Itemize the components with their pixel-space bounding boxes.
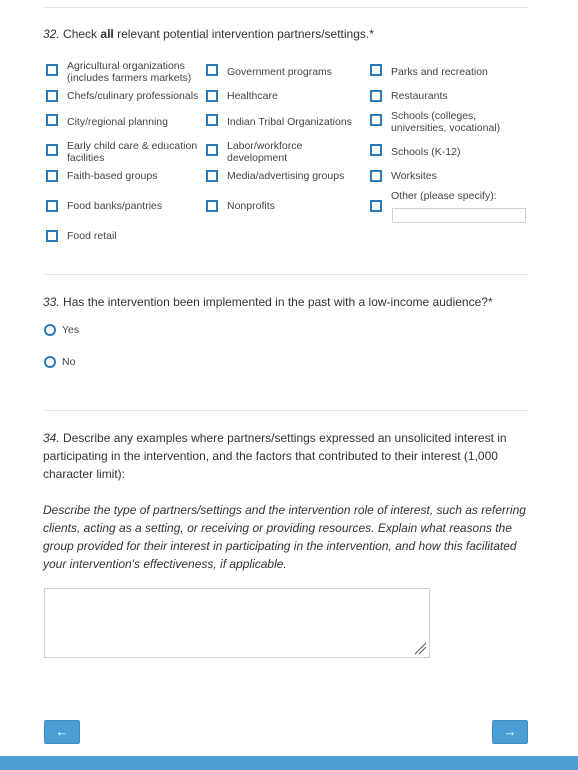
radio-no[interactable]	[44, 356, 56, 368]
label-worksites: Worksites	[391, 170, 437, 182]
checkbox-parks-recreation[interactable]	[370, 64, 382, 76]
question-32-text-before: Check	[63, 27, 101, 41]
radio-yes[interactable]	[44, 324, 56, 336]
label-agricultural-organizations: Agricultural organizations (includes farmers markets)	[67, 60, 192, 84]
checkbox-other[interactable]	[370, 200, 382, 212]
checkbox-schools-colleges[interactable]	[370, 114, 382, 126]
checkbox-schools-k12[interactable]	[370, 144, 382, 156]
checkbox-media-advertising[interactable]	[206, 170, 218, 182]
label-schools-k12: Schools (K-12)	[391, 146, 461, 158]
checkbox-chefs-culinary[interactable]	[46, 90, 58, 102]
label-yes: Yes	[62, 324, 80, 336]
question-34-help: Describe the type of partners/settings and the intervention role of interest, such as referring clients, acting as a setting, or receiving or providing resources. Explain what reasons the group provided for their interest in participating in the intervention, and how this facilitated your intervention's effectiveness, if applicable.	[43, 503, 526, 571]
question-32-text-after: relevant potential intervention partners/settings.*	[113, 27, 374, 41]
label-indian-tribal: Indian Tribal Organizations	[227, 116, 352, 128]
question-32-number: 32.	[43, 27, 60, 41]
label-parks-recreation: Parks and recreation	[391, 66, 488, 78]
divider-q33	[43, 410, 528, 411]
label-faith-based: Faith-based groups	[67, 170, 158, 182]
question-34-title	[43, 429, 533, 483]
label-city-regional-planning: City/regional planning	[67, 116, 168, 128]
label-no: No	[62, 356, 76, 368]
label-healthcare: Healthcare	[227, 90, 278, 102]
next-button[interactable]: →	[492, 720, 528, 744]
checkbox-restaurants[interactable]	[370, 90, 382, 102]
question-34-text: Describe any examples where partners/settings expressed an unsolicited interest in participating in the intervention, and the factors that contributed to their interest (1,000 character limit):	[43, 431, 507, 481]
checkbox-agricultural-organizations[interactable]	[46, 64, 58, 76]
label-food-banks: Food banks/pantries	[67, 200, 163, 212]
checkbox-city-regional-planning[interactable]	[46, 114, 58, 126]
checkbox-food-banks[interactable]	[46, 200, 58, 212]
label-government-programs: Government programs	[227, 66, 333, 78]
checkbox-food-retail[interactable]	[46, 230, 58, 242]
checkbox-early-child-care[interactable]	[46, 144, 58, 156]
resize-handle-icon[interactable]	[413, 641, 427, 655]
footer-bar	[0, 756, 578, 770]
label-media-advertising: Media/advertising groups	[227, 170, 345, 182]
question-32-title	[43, 25, 374, 43]
divider-top	[43, 7, 528, 8]
label-labor-workforce: Labor/workforce development	[227, 140, 303, 164]
label-nonprofits: Nonprofits	[227, 200, 275, 212]
label-restaurants: Restaurants	[391, 90, 448, 102]
previous-button[interactable]: ←	[44, 720, 80, 744]
checkbox-worksites[interactable]	[370, 170, 382, 182]
question-32-text-bold: all	[100, 27, 114, 41]
divider-q32	[43, 274, 528, 275]
checkbox-healthcare[interactable]	[206, 90, 218, 102]
checkbox-nonprofits[interactable]	[206, 200, 218, 212]
label-early-child-care: Early child care & education facilities	[67, 140, 198, 164]
checkbox-government-programs[interactable]	[206, 64, 218, 76]
question-34-number: 34.	[43, 431, 60, 445]
question-33-text: Has the intervention been implemented in the past with a low-income audience?*	[59, 295, 493, 309]
label-other: Other (please specify):	[391, 190, 497, 202]
label-chefs-culinary: Chefs/culinary professionals	[67, 90, 199, 102]
label-schools-colleges: Schools (colleges, universities, vocational)	[391, 110, 501, 134]
checkbox-faith-based[interactable]	[46, 170, 58, 182]
question-33-title	[43, 293, 493, 311]
question-34-textarea[interactable]	[44, 588, 430, 658]
other-specify-input[interactable]	[392, 208, 526, 223]
checkbox-labor-workforce[interactable]	[206, 144, 218, 156]
question-33-number: 33.	[43, 295, 60, 309]
label-food-retail: Food retail	[67, 230, 117, 242]
checkbox-indian-tribal[interactable]	[206, 114, 218, 126]
